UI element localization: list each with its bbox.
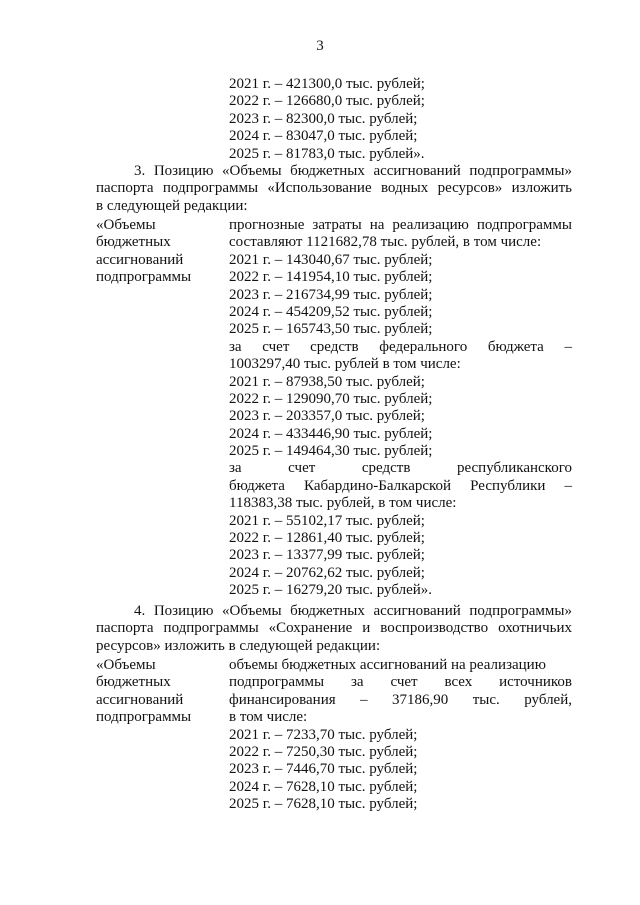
item-3-paragraph [96,163,572,215]
right-text-line: за счет средств федерального бюджета – [229,338,572,355]
right-text-line: прогнозные затраты на реализацию подпрограммы [229,217,572,233]
amount-line: 2023 г. – 82300,0 тыс. рублей; [229,110,418,127]
right-text-line: объемы бюджетных ассигнований на реализацию [229,657,546,673]
right-text-line: 2024 г. – 7628,10 тыс. рублей; [229,778,418,795]
right-text-line: бюджета Кабардино-Балкарской Республики – [229,477,572,494]
right-text-line: составляют 1121682,78 тыс. рублей, в том числе: [229,234,542,251]
item-4-line: паспорта подпрограммы «Сохранение и воспроизводство охотничьих [96,620,572,637]
right-text-line: 2024 г. – 433446,90 тыс. рублей; [229,425,433,442]
left-label-line: «Объемы [96,217,156,233]
right-text-line: 2025 г. – 149464,30 тыс. рублей; [229,443,433,460]
right-text-line: 1003297,40 тыс. рублей в том числе: [229,356,461,373]
top-amounts-list [229,76,425,163]
right-text-line: подпрограммы за счет всех источников [229,674,572,691]
right-text-line: 2025 г. – 165743,50 тыс. рублей; [229,321,433,338]
left-label-line: бюджетных [96,234,171,251]
right-text-line: 118383,38 тыс. рублей, в том числе: [229,495,457,512]
right-text-line: 2025 г. – 7628,10 тыс. рублей; [229,796,418,813]
amount-line: 2025 г. – 81783,0 тыс. рублей». [229,145,425,162]
left-label-line: «Объемы [96,657,156,673]
item-4-right-column [229,657,572,814]
left-label-line: бюджетных [96,674,171,691]
right-text-line: 2021 г. – 7233,70 тыс. рублей; [229,726,418,743]
item-3-line: в следующей редакции: [96,197,248,214]
right-text-line: 2021 г. – 87938,50 тыс. рублей; [229,373,425,390]
right-text-line: 2022 г. – 141954,10 тыс. рублей; [229,269,433,286]
right-text-line: 2022 г. – 12861,40 тыс. рублей; [229,530,425,547]
right-text-line: 2023 г. – 203357,0 тыс. рублей; [229,408,425,425]
amount-line: 2022 г. – 126680,0 тыс. рублей; [229,93,425,110]
right-text-line: 2021 г. – 55102,17 тыс. рублей; [229,512,425,529]
item-3-line: 3. Позицию «Объемы бюджетных ассигнований подпрограммы» [134,163,572,179]
left-label-line: ассигнований [96,251,184,268]
right-text-line: 2024 г. – 20762,62 тыс. рублей; [229,564,425,581]
amount-line: 2024 г. – 83047,0 тыс. рублей; [229,128,418,145]
right-text-line: 2022 г. – 129090,70 тыс. рублей; [229,390,433,407]
right-text-line: 2023 г. – 13377,99 тыс. рублей; [229,547,425,564]
right-text-line: 2022 г. – 7250,30 тыс. рублей; [229,743,418,760]
item-4-left-column [96,657,191,727]
item-3-right-column [229,217,572,600]
right-text-line: 2024 г. – 454209,52 тыс. рублей; [229,303,433,320]
left-label-line: подпрограммы [96,269,192,286]
item-3-line: паспорта подпрограммы «Использование водных ресурсов» изложить [96,180,572,197]
right-text-line: 2023 г. – 7446,70 тыс. рублей; [229,761,418,778]
left-label-line: подпрограммы [96,709,192,726]
right-text-line: за счет средств республиканского [229,460,572,477]
item-4-paragraph [96,603,572,655]
right-text-line: финансирования – 37186,90 тыс. рублей, [229,691,572,708]
right-text-line: 2021 г. – 143040,67 тыс. рублей; [229,251,433,268]
page-number: 3 [316,38,324,54]
left-label-line: ассигнований [96,691,184,708]
right-text-line: в том числе: [229,709,308,726]
right-text-line: 2025 г. – 16279,20 тыс. рублей». [229,582,433,599]
right-text-line: 2023 г. – 216734,99 тыс. рублей; [229,286,433,303]
item-4-line: 4. Позицию «Объемы бюджетных ассигнований подпрограммы» [134,603,572,619]
amount-line: 2021 г. – 421300,0 тыс. рублей; [229,76,425,92]
item-3-left-column [96,217,191,287]
item-4-line: ресурсов» изложить в следующей редакции: [96,637,381,654]
